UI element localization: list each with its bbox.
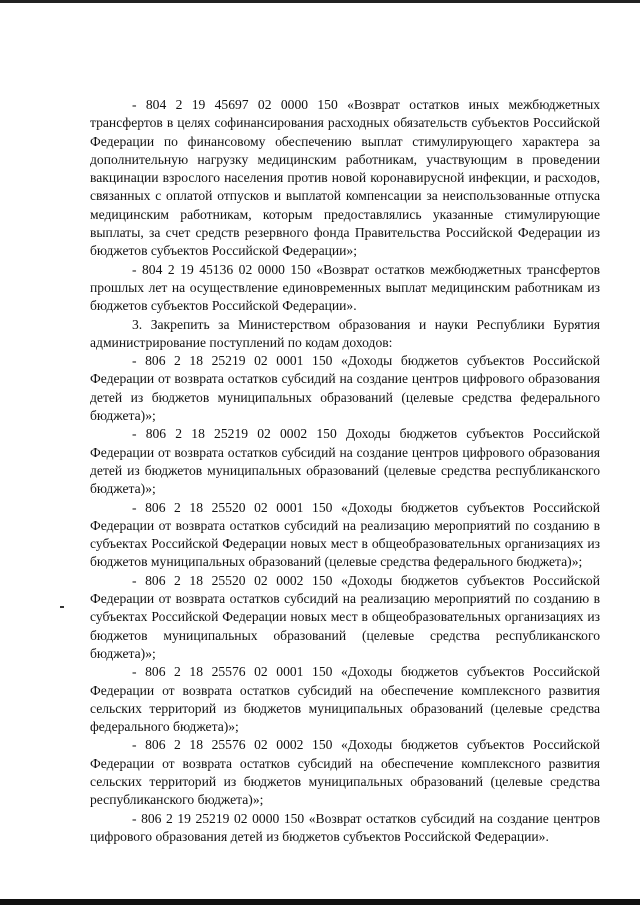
paragraph-806-25576-0001: - 806 2 18 25576 02 0001 150 «Доходы бюджетов субъектов Российской Федерации от возврата остатков субсидий на обеспечение комплексного развития сельских территорий из бюджетов муниципальных образований (целевые средства федерального бюджета)»;	[90, 664, 600, 735]
paragraph-806-25520-0001: - 806 2 18 25520 02 0001 150 «Доходы бюджетов субъектов Российской Федерации от возврата остатков субсидий на реализацию мероприятий по созданию в субъектах Российской Федерации новых мест в общеобразовательных организациях из бюджетов муниципальных образований (целевые средства федерального бюджета)»;	[90, 499, 600, 570]
scan-bottom-edge	[0, 899, 640, 905]
paragraph-806-25219-0001: - 806 2 18 25219 02 0001 150 «Доходы бюджетов субъектов Российской Федерации от возврата остатков субсидий на создание центров цифрового образования детей из бюджетов муниципальных образований (целевые средства федерального бюджета)»;	[90, 353, 600, 424]
scan-top-edge	[0, 0, 640, 3]
document-body	[90, 96, 600, 846]
paragraph-806-25520-0002: - 806 2 18 25520 02 0002 150 «Доходы бюджетов субъектов Российской Федерации от возврата остатков субсидий на реализацию мероприятий по созданию в субъектах Российской Федерации новых мест в общеобразовательных организациях из бюджетов муниципальных образований (целевые средства республиканского бюджета)»;	[90, 572, 600, 661]
paragraph-804-45136: - 804 2 19 45136 02 0000 150 «Возврат остатков межбюджетных трансфертов прошлых лет на осуществление единовременных выплат медицинским работникам из бюджетов субъектов Российской Федерации».	[90, 261, 600, 314]
paragraph-806-19-25219: - 806 2 19 25219 02 0000 150 «Возврат остатков субсидий на создание центров цифрового образования детей из бюджетов субъектов Российской Федерации».	[90, 810, 600, 844]
paragraph-clause-3: 3. Закрепить за Министерством образования и науки Республики Бурятия администрирование поступлений по кодам доходов:	[90, 316, 600, 350]
paragraph-806-25219-0002: - 806 2 18 25219 02 0002 150 Доходы бюджетов субъектов Российской Федерации от возврата остатков субсидий на создание центров цифрового образования детей из бюджетов муниципальных образований (целевые средства республиканского бюджета)»;	[90, 426, 600, 497]
paragraph-806-25576-0002: - 806 2 18 25576 02 0002 150 «Доходы бюджетов субъектов Российской Федерации от возврата остатков субсидий на обеспечение комплексного развития сельских территорий из бюджетов муниципальных образований (целевые средства республиканского бюджета)»;	[90, 737, 600, 808]
paragraph-804-45697: - 804 2 19 45697 02 0000 150 «Возврат остатков иных межбюджетных трансфертов в целях софинансирования расходных обязательств субъектов Российской Федерации по финансовому обеспечению выплат стимулирующего характера за дополнительную нагрузку медицинским работникам, участвующим в проведении вакцинации взрослого населения против новой коронавирусной инфекции, и расходов, связанных с оплатой отпусков и выплатой компенсации за неиспользованные отпуска медицинским работникам, которым предоставлялись указанные стимулирующие выплаты, за счет средств резервного фонда Правительства Российской Федерации из бюджетов субъектов Российской Федерации»;	[90, 97, 600, 259]
margin-mark	[60, 606, 64, 608]
